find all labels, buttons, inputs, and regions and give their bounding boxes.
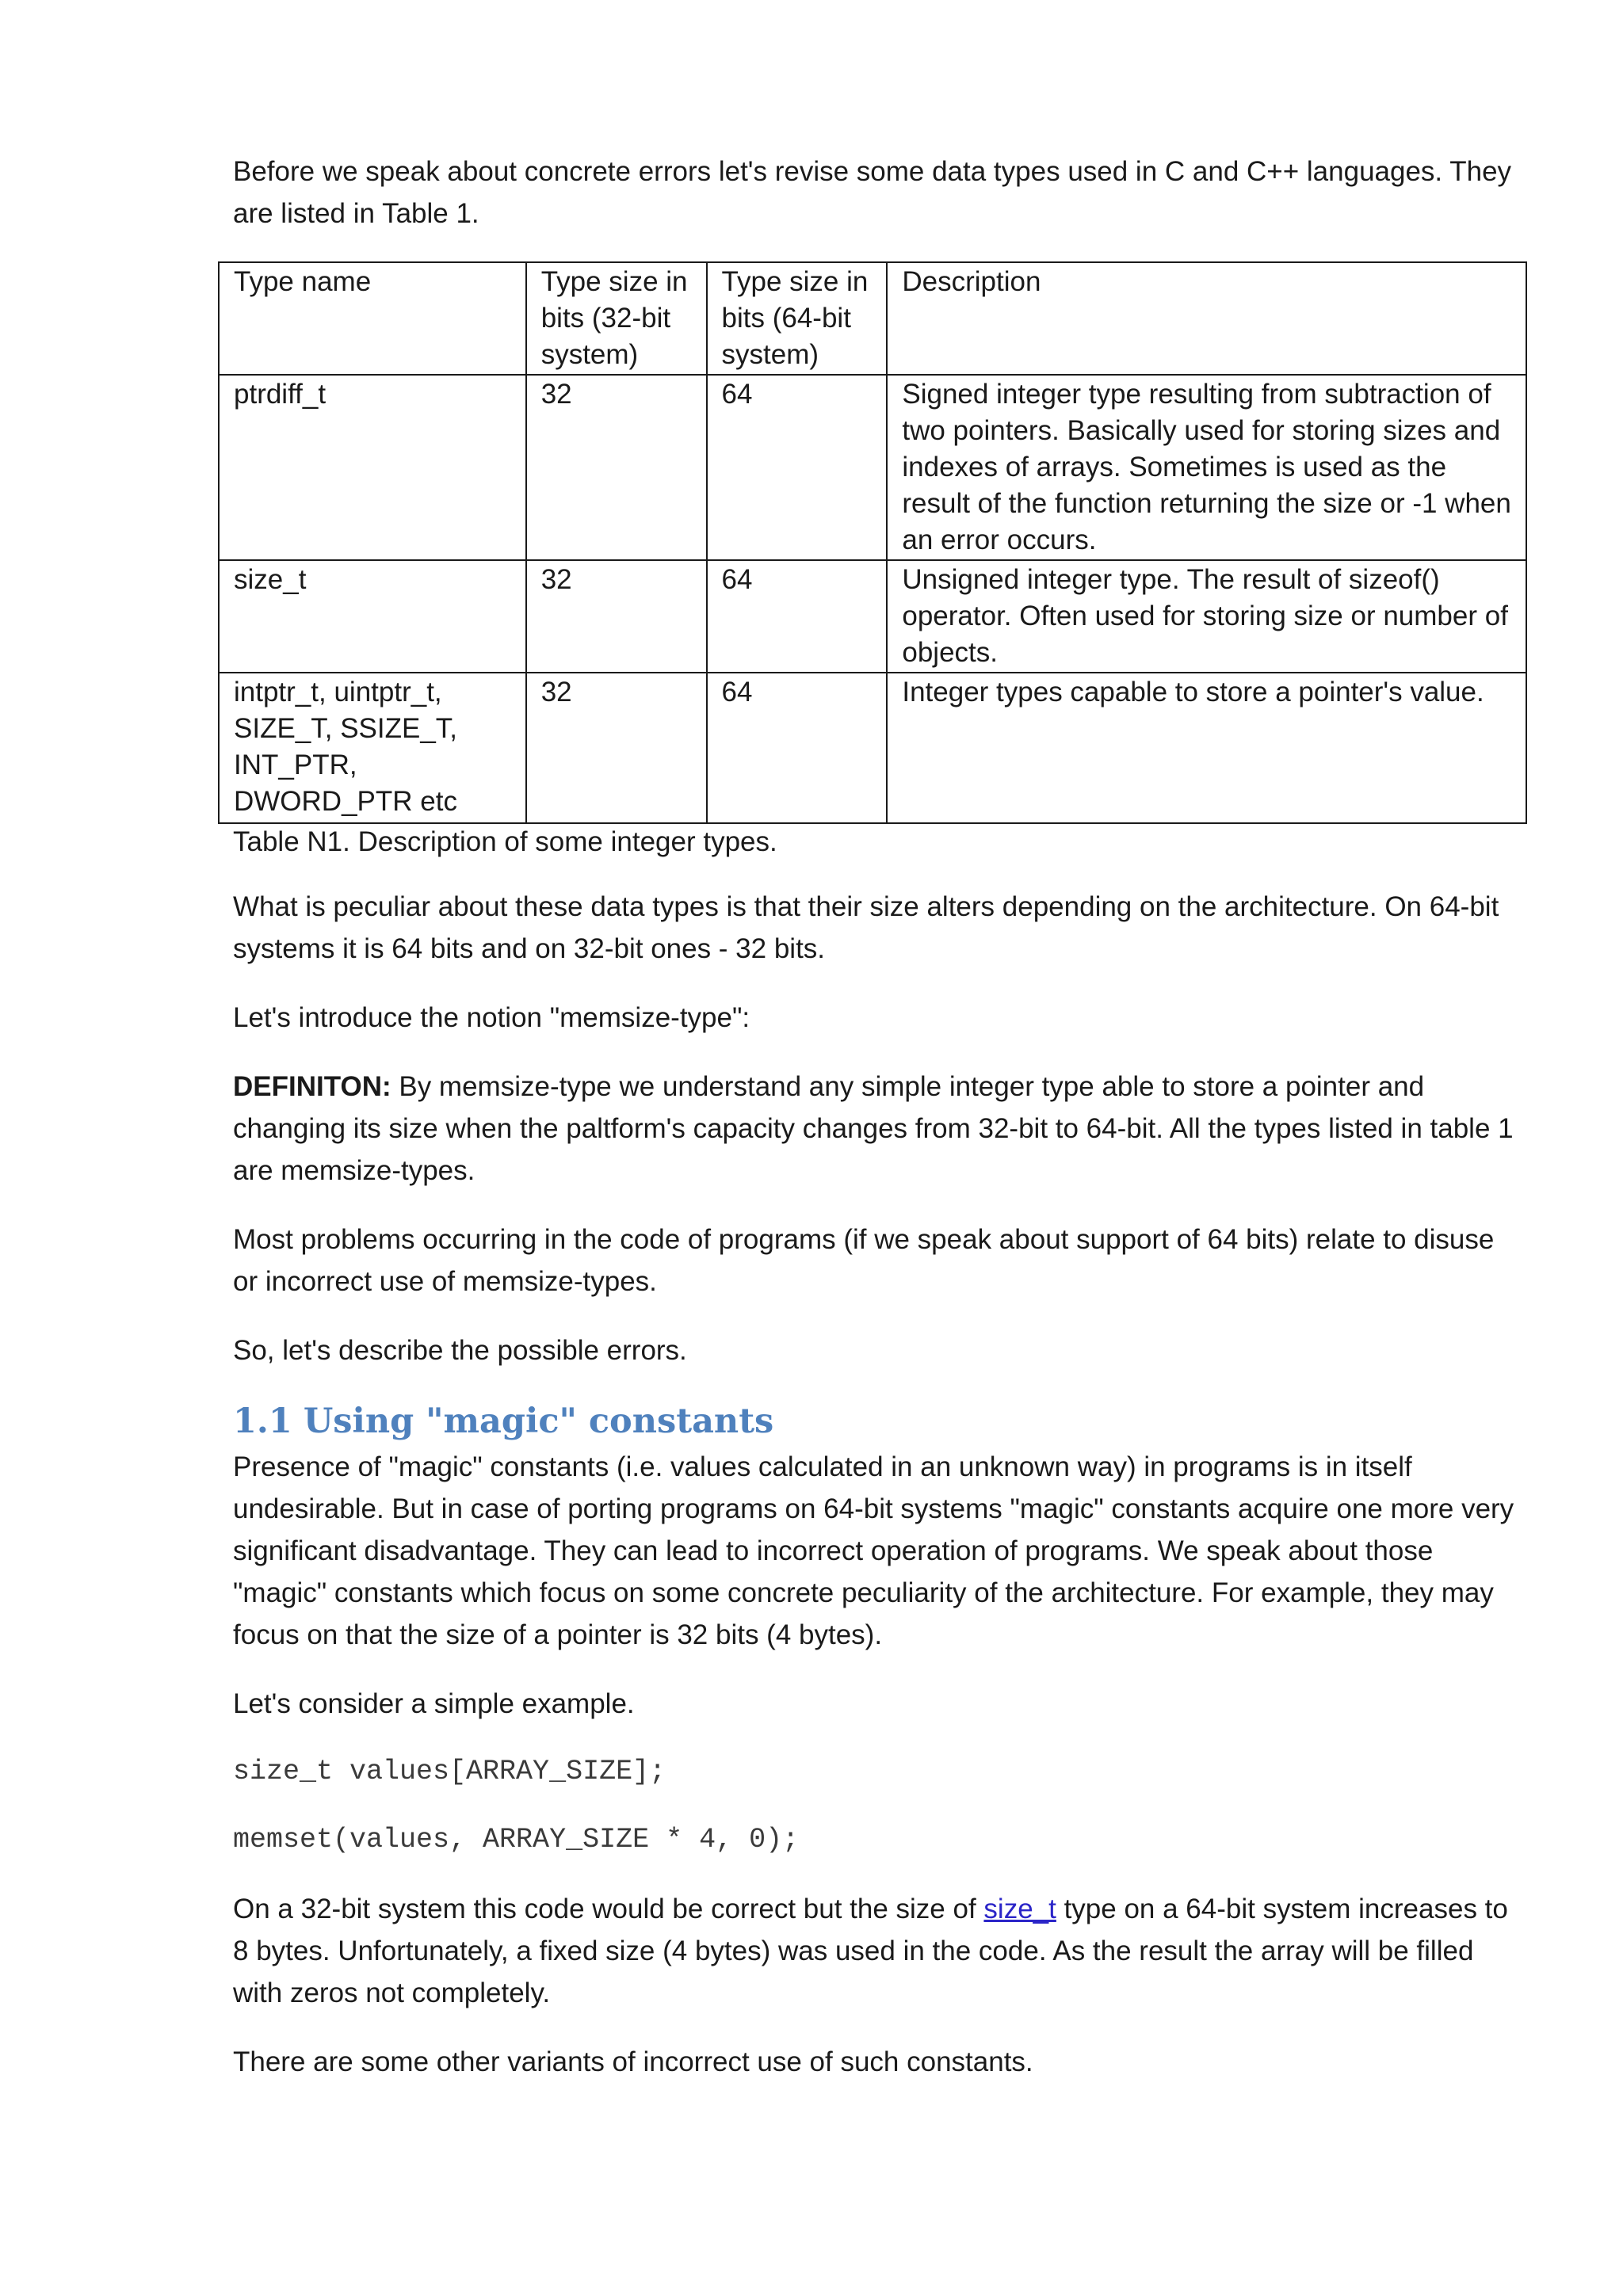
magic-paragraph: Presence of "magic" constants (i.e. values calculated in an unknown way) in programs is in itself undesirable. But in case of porting programs on 64-bit systems "magic" constants acquire one more very significant disadvantage. They can lead to incorrect operation of programs. We speak about those "magic" constants which focus on some concrete peculiarity of the architecture. For example, they may focus on that the size of a pointer is 32 bits (4 bytes). bbox=[233, 1451, 1514, 1650]
size-t-link[interactable]: size_t bbox=[983, 1894, 1056, 1924]
definition-paragraph bbox=[233, 1066, 1517, 1192]
cell-description: Unsigned integer type. The result of sizeof() operator. Often used for storing size or number of objects. bbox=[887, 560, 1526, 673]
cell-size-32: 32 bbox=[526, 673, 707, 823]
code-line: memset(values, ARRAY_SIZE * 4, 0); bbox=[233, 1824, 800, 1855]
section-number: 1.1 bbox=[233, 1402, 292, 1441]
cell-type-name: ptrdiff_t bbox=[219, 375, 526, 560]
cell-type-name: intptr_t, uintptr_t, SIZE_T, SSIZE_T, INT_PTR, DWORD_PTR etc bbox=[219, 673, 526, 823]
problems-paragraph: Most problems occurring in the code of programs (if we speak about support of 64 bits) relate to disuse or incorrect use of memsize-types. bbox=[233, 1224, 1495, 1297]
table-caption: Table N1. Description of some integer types. bbox=[233, 826, 777, 857]
definition-text: By memsize-type we understand any simple integer type able to store a pointer and changing its size when the paltform's capacity changes from 32-bit to 64-bit. All the types listed in table 1 are memsize-types. bbox=[233, 1071, 1514, 1186]
explain-paragraph bbox=[233, 1888, 1517, 2014]
section-title: Using "magic" constants bbox=[303, 1402, 774, 1441]
introduce-paragraph: Let's introduce the notion "memsize-type": bbox=[233, 1002, 750, 1033]
explain-text-before: On a 32-bit system this code would be correct but the size of bbox=[233, 1894, 984, 1924]
table-row bbox=[219, 375, 1526, 560]
section-heading bbox=[233, 1398, 1517, 1444]
table-row bbox=[219, 673, 1526, 823]
table-row bbox=[219, 560, 1526, 673]
cell-type-name: size_t bbox=[219, 560, 526, 673]
cell-description: Signed integer type resulting from subtraction of two pointers. Basically used for storing sizes and indexes of arrays. Sometimes is used as the result of the function returning the size or -1 when an error occurs. bbox=[887, 375, 1526, 560]
peculiar-paragraph: What is peculiar about these data types is that their size alters depending on the architecture. On 64-bit systems it is 64 bits and on 32-bit ones - 32 bits. bbox=[233, 891, 1499, 964]
header-type-name: Type name bbox=[219, 262, 526, 375]
describe-paragraph: So, let's describe the possible errors. bbox=[233, 1335, 687, 1366]
explain-text-after: type on a 64-bit system increases to 8 bytes. Unfortunately, a fixed size (4 bytes) was used in the code. As the result the array will be filled with zeros not completely. bbox=[233, 1894, 1508, 2008]
cell-description: Integer types capable to store a pointer's value. bbox=[887, 673, 1526, 823]
cell-size-64: 64 bbox=[707, 375, 888, 560]
page-content bbox=[233, 151, 1517, 2110]
table-header-row bbox=[219, 262, 1526, 375]
integer-types-table bbox=[218, 261, 1527, 824]
header-description: Description bbox=[887, 262, 1526, 375]
code-line: size_t values[ARRAY_SIZE]; bbox=[233, 1756, 666, 1787]
cell-size-32: 32 bbox=[526, 560, 707, 673]
intro-paragraph: Before we speak about concrete errors let's revise some data types used in C and C++ languages. They are listed in Table 1. bbox=[233, 156, 1512, 229]
header-size-32: Type size in bits (32-bit system) bbox=[526, 262, 707, 375]
variants-paragraph: There are some other variants of incorrect use of such constants. bbox=[233, 2046, 1033, 2077]
example-paragraph: Let's consider a simple example. bbox=[233, 1688, 635, 1719]
header-size-64: Type size in bits (64-bit system) bbox=[707, 262, 888, 375]
cell-size-64: 64 bbox=[707, 673, 888, 823]
cell-size-64: 64 bbox=[707, 560, 888, 673]
cell-size-32: 32 bbox=[526, 375, 707, 560]
definition-label: DEFINITON: bbox=[233, 1071, 391, 1102]
